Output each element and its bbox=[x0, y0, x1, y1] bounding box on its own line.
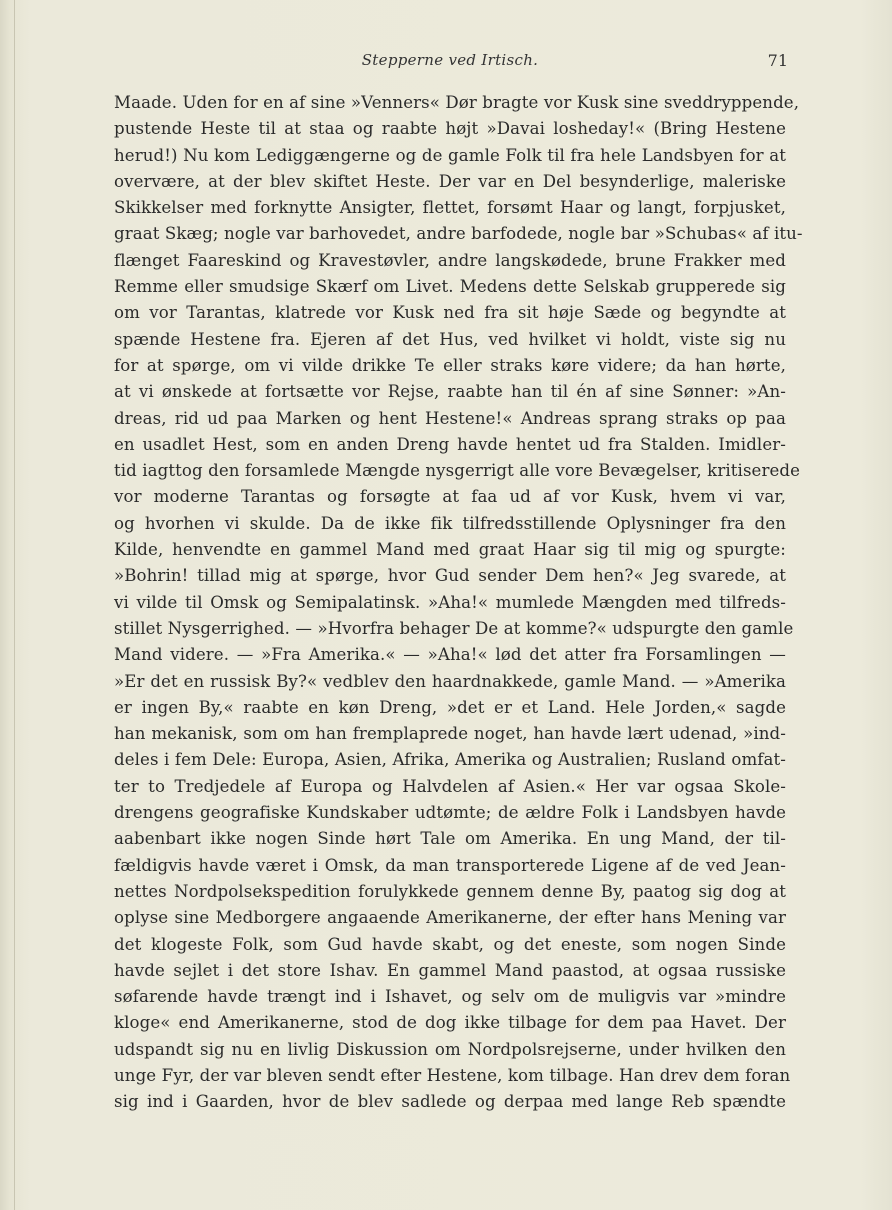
text-line: Skikkelser med forknytte Ansigter, flettet, forsømt Haar og langt, forpjusket, bbox=[114, 198, 786, 218]
text-line: det klogeste Folk, som Gud havde skabt, og det eneste, som nogen Sinde bbox=[114, 934, 786, 954]
text-line: dreas, rid ud paa Marken og hent Hestene!« Andreas sprang straks op paa bbox=[114, 408, 786, 428]
text-line: oplyse sine Medborgere angaaende Amerikanerne, der efter hans Mening var bbox=[114, 908, 786, 928]
text-line: Remme eller smudsige Skærf om Livet. Medens dette Selskab grupperede sig bbox=[114, 277, 786, 297]
text-line: om vor Tarantas, klatrede vor Kusk ned fra sit høje Sæde og begyndte at bbox=[114, 303, 786, 323]
text-line: spænde Hestene fra. Ejeren af det Hus, ved hvilket vi holdt, viste sig nu bbox=[114, 329, 786, 349]
text-line: Maade. Uden for en af sine »Venners« Dør bragte vor Kusk sine sveddryppende, bbox=[114, 93, 800, 112]
text-line: pustende Heste til at staa og raabte højt »Davai losheday!« (Bring Hestene bbox=[114, 119, 786, 139]
text-line: »Bohrin! tillad mig at spørge, hvor Gud sender Dem hen?« Jeg svarede, at bbox=[114, 566, 786, 586]
body-text bbox=[114, 90, 803, 1116]
text-line: Mand videre. — »Fra Amerika.« — »Aha!« lød det atter fra Forsamlingen — bbox=[114, 645, 786, 665]
text-line: fældigvis havde været i Omsk, da man transporterede Ligene af de ved Jean- bbox=[114, 855, 786, 875]
text-line: unge Fyr, der var bleven sendt efter Hestene, kom tilbage. Han drev dem foran bbox=[114, 1065, 791, 1085]
text-line: nettes Nordpolsekspedition forulykkede gennem denne By, paatog sig dog at bbox=[114, 881, 786, 901]
text-line: vi vilde til Omsk og Semipalatinsk. »Aha!« mumlede Mængden med tilfreds- bbox=[114, 592, 786, 612]
text-line: drengens geografiske Kundskaber udtømte; de ældre Folk i Landsbyen havde bbox=[114, 803, 786, 823]
text-line: graat Skæg; nogle var barhovedet, andre barfodede, nogle bar »Schubas« af itu- bbox=[114, 224, 803, 244]
text-line: sig ind i Gaarden, hvor de blev sadlede og derpaa med lange Reb spændte bbox=[114, 1092, 786, 1112]
page-number: 71 bbox=[767, 51, 788, 70]
text-line: udspandt sig nu en livlig Diskussion om Nordpolsrejserne, under hvilken den bbox=[114, 1039, 786, 1059]
text-line: ter to Tredjedele af Europa og Halvdelen af Asien.« Her var ogsaa Skole- bbox=[114, 776, 786, 796]
text-line: havde sejlet i det store Ishav. En gammel Mand paastod, at ogsaa russiske bbox=[114, 960, 786, 980]
text-line: deles i fem Dele: Europa, Asien, Afrika, Amerika og Australien; Rusland omfat- bbox=[114, 750, 786, 770]
page-gutter-edge bbox=[14, 0, 15, 1210]
text-line: »Er det en russisk By?« vedblev den haardnakkede, gamle Mand. — »Amerika bbox=[114, 671, 786, 691]
text-line: for at spørge, om vi vilde drikke Te eller straks køre videre; da han hørte, bbox=[114, 355, 786, 375]
text-line: at vi ønskede at fortsætte vor Rejse, raabte han til én af sine Sønner: »An- bbox=[114, 382, 786, 402]
text-line: er ingen By,« raabte en køn Dreng, »det er et Land. Hele Jorden,« sagde bbox=[114, 697, 786, 717]
running-head-title: Stepperne ved Irtisch. bbox=[361, 51, 539, 69]
text-line: en usadlet Hest, som en anden Dreng havde hentet ud fra Stalden. Imidler- bbox=[114, 434, 786, 454]
text-line: herud!) Nu kom Lediggængerne og de gamle Folk til fra hele Landsbyen for at bbox=[114, 145, 786, 165]
text-line: Kilde, henvendte en gammel Mand med graat Haar sig til mig og spurgte: bbox=[114, 540, 786, 560]
running-head bbox=[112, 48, 788, 76]
text-line: stillet Nysgerrighed. — »Hvorfra behager De at komme?« udspurgte den gamle bbox=[114, 618, 794, 638]
text-line: aabenbart ikke nogen Sinde hørt Tale om Amerika. En ung Mand, der til- bbox=[114, 829, 786, 849]
text-line: han mekanisk, som om han fremplaprede noget, han havde lært udenad, »ind- bbox=[114, 724, 786, 744]
text-line: søfarende havde trængt ind i Ishavet, og selv om de muligvis var »mindre bbox=[114, 987, 786, 1007]
text-line: flænget Faareskind og Kravestøvler, andre langskødede, brune Frakker med bbox=[114, 250, 786, 270]
text-line: overvære, at der blev skiftet Heste. Der var en Del besynderlige, maleriske bbox=[114, 171, 786, 191]
text-line: og hvorhen vi skulde. Da de ikke fik tilfredsstillende Oplysninger fra den bbox=[114, 513, 786, 533]
text-line: tid iagttog den forsamlede Mængde nysgerrigt alle vore Bevægelser, kritiserede bbox=[114, 461, 801, 481]
text-line: vor moderne Tarantas og forsøgte at faa ud af vor Kusk, hvem vi var, bbox=[114, 487, 786, 507]
text-line: kloge« end Amerikanerne, stod de dog ikke tilbage for dem paa Havet. Der bbox=[114, 1013, 786, 1033]
